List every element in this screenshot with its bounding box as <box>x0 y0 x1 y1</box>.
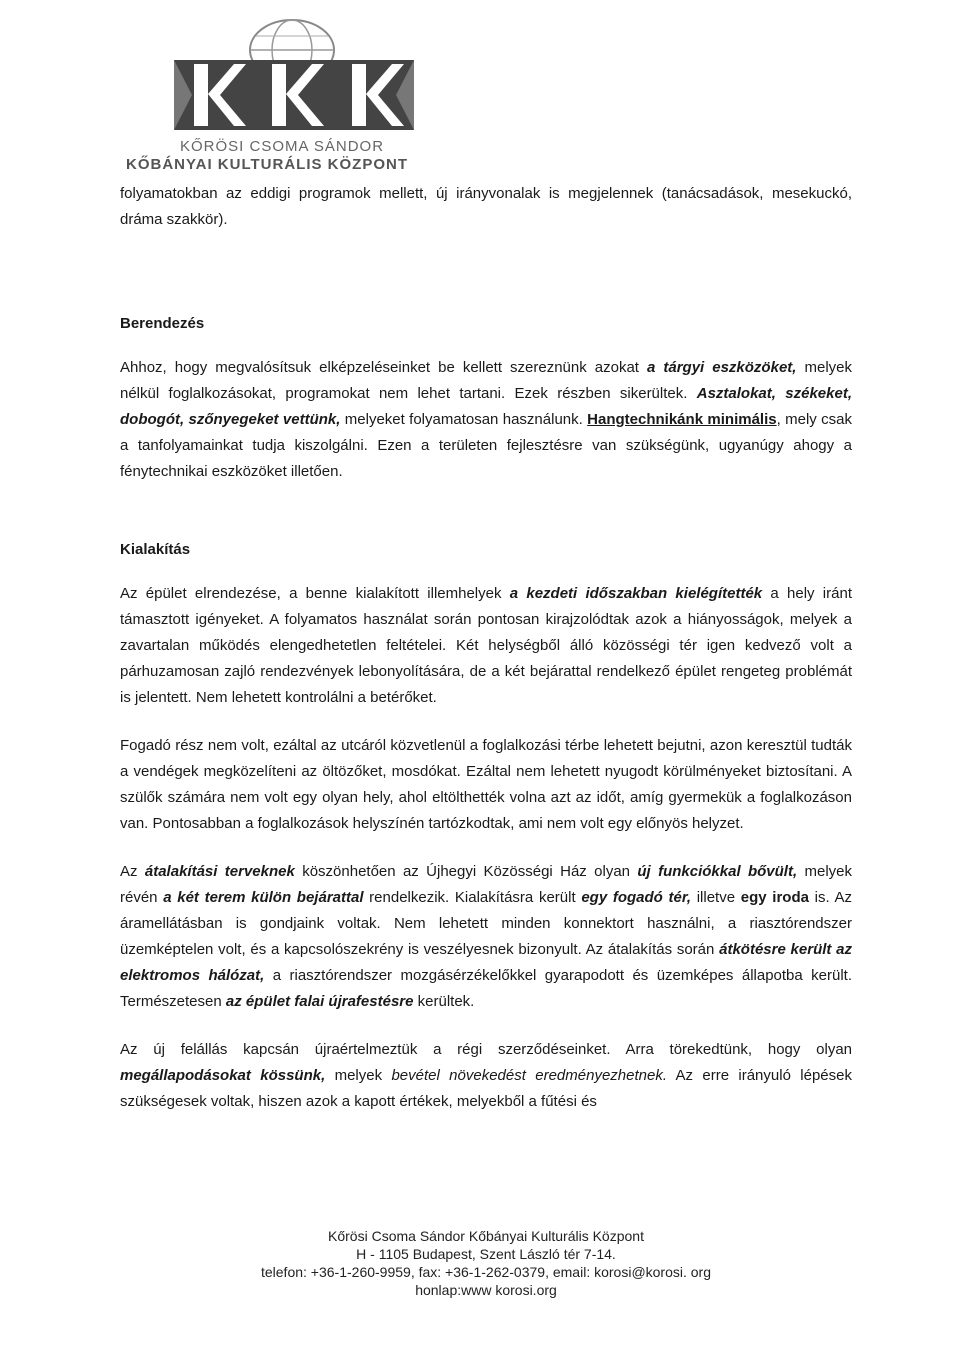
logo-title-line1: KŐRÖSI CSOMA SÁNDOR <box>180 138 385 155</box>
bold-run: egy iroda <box>740 889 809 906</box>
text-run: melyek <box>325 1067 392 1084</box>
kialakitas-paragraph-2: Fogadó rész nem volt, ezáltal az utcáról közvetlenül a foglalkozási térbe lehetett bejutni, azon keresztül tudták a vendégek megközelíteni az öltözőket, mosdókat. Ezáltal nem lehetett nyugodt körülményeket biztosítani. A szülők számára nem volt egy olyan hely, ahol eltölthették volna azt az időt, amíg gyermekük a foglalkozáson van. Pontosabban a foglalkozások helyszínén tartózkodtak, ami nem volt egy előnyös helyzet. <box>120 737 852 832</box>
footer-website: honlap:www korosi.org <box>415 1282 557 1298</box>
footer-contact: telefon: +36-1-260-9959, fax: +36-1-262-0379, email: korosi@korosi. org <box>260 1264 712 1280</box>
section-heading-kialakitas: Kialakítás <box>120 541 191 558</box>
underlined-run: Hangtechnikánk minimális <box>587 411 777 428</box>
text-run: kerültek. <box>413 993 475 1010</box>
text-run: Az épület elrendezése, a benne kialakított illemhelyek <box>120 585 510 602</box>
document-body <box>120 181 852 1115</box>
emphasis-run: átkötésre került az elektromos hálózat, <box>120 941 852 984</box>
footer-address: H - 1105 Budapest, Szent László tér 7-14. <box>356 1246 616 1262</box>
emphasis-run: átalakítási terveknek <box>144 863 295 880</box>
text-run: Ahhoz, hogy megvalósítsuk elképzeléseinket be kellett szereznünk azokat <box>120 359 647 376</box>
text-run: illetve <box>691 889 741 906</box>
logo-kkk-mark <box>122 10 452 138</box>
logo-title-line2: KŐBÁNYAI KULTURÁLIS KÖZPONT <box>126 156 408 173</box>
section-heading-berendezes: Berendezés <box>120 315 205 332</box>
text-run: köszönhetően az Újhegyi Közösségi Ház olyan <box>294 863 638 880</box>
text-run: melyek nélkül foglalkozásokat, programokat nem lehet tartani. Ezek részben sikerültek. <box>120 359 852 402</box>
emphasis-run: egy fogadó tér, <box>581 889 692 906</box>
intro-paragraph: folyamatokban az eddigi programok mellett, új irányvonalak is megjelennek (tanácsadások, mesekuckó, dráma szakkör). <box>120 185 852 228</box>
kialakitas-paragraph-1 <box>120 581 852 711</box>
text-run: melyeket folyamatosan használunk. <box>340 411 588 428</box>
text-run: Az erre irányuló lépések szükségesek voltak, hiszen azok a kapott értékek, melyekből a fűtési és <box>120 1067 852 1110</box>
logo <box>122 10 452 173</box>
kialakitas-paragraph-4 <box>120 1037 852 1115</box>
text-run: Az <box>120 863 145 880</box>
text-run: a riasztórendszer mozgásérzékelőkkel gyarapodott és üzemképes állapotba került. Természetesen <box>120 967 853 1010</box>
emphasis-run: Asztalokat, székeket, dobogót, szőnyegeket vettünk, <box>120 385 852 428</box>
emphasis-run: új funkciókkal bővült, <box>637 863 798 880</box>
berendezes-paragraph <box>120 355 852 485</box>
emphasis-run: a két terem külön bejárattal <box>163 889 364 906</box>
text-run: is. Az áramellátásban is gondjaink voltak. Nem lehetett minden konnektort használni, a riasztórendszer üzemképtelen volt, és a kapcsolószekrény is veszélyesnek bizonyult. Az átalakítás során <box>120 889 852 958</box>
emphasis-run: a tárgyi eszközöket, <box>647 359 797 376</box>
footer-org-name: Kőrösi Csoma Sándor Kőbányai Kulturális Központ <box>328 1228 644 1244</box>
text-run: Az új felállás kapcsán újraértelmeztük a régi szerződéseinket. Arra törekedtünk, hogy olyan <box>120 1041 852 1058</box>
text-run: , mely csak a tanfolyamainkat tudja kiszolgálni. Ezen a területen fejlesztésre van szükségünk, ugyanúgy ahogy a fénytechnikai eszközöket illetően. <box>120 411 852 480</box>
kialakitas-paragraph-3 <box>120 859 852 1015</box>
text-run: melyek révén <box>120 863 853 906</box>
emphasis-run: a kezdeti időszakban kielégítették <box>509 585 763 602</box>
italic-run: bevétel növekedést eredményezhetnek. <box>391 1067 667 1084</box>
page-footer <box>120 1227 852 1299</box>
emphasis-run: az épület falai újrafestésre <box>225 993 414 1010</box>
emphasis-run: megállapodásokat kössünk, <box>120 1067 326 1084</box>
text-run: a hely iránt támasztott igényeket. A folyamatos használat során pontosan kirajzolódtak azok a hiányosságok, melyek a zavartalan működés elengedhetetlen feltételei. Két helységből álló közösségi tér igen kedvező volt a párhuzamosan zajló rendezvények lebonyolítására, de a két bejárattal rendelkező épület rengeteg problémát is jelentett. Nem lehetett kontrolálni a betérőket. <box>120 585 852 706</box>
text-run: rendelkezik. Kialakításra került <box>363 889 582 906</box>
